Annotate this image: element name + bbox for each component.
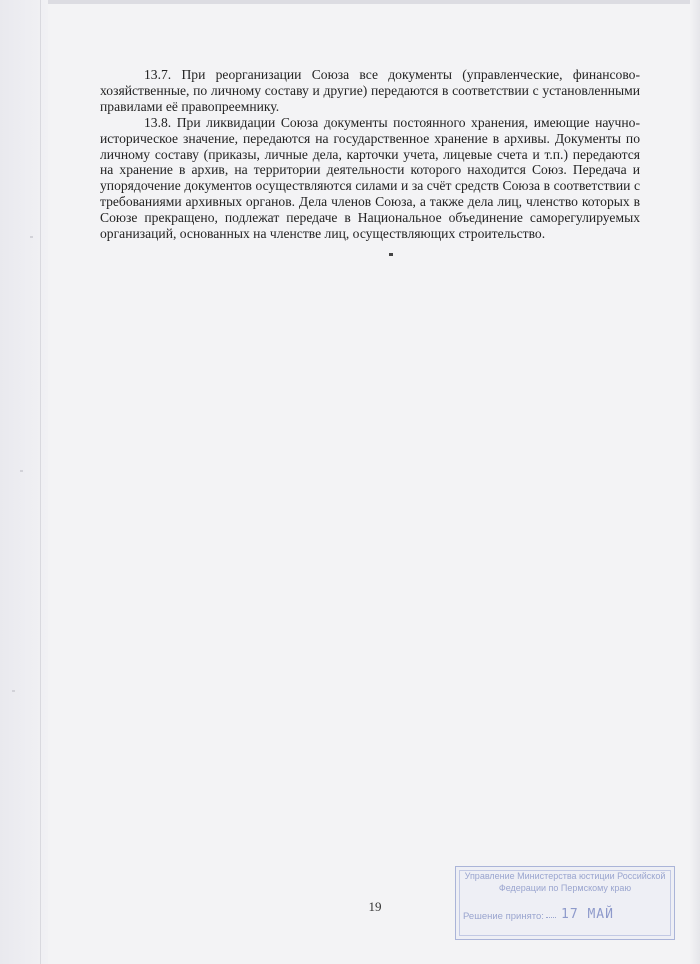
margin-speck	[30, 236, 33, 238]
stamp-authority-line2: Федерации по Пермскому краю	[498, 883, 632, 893]
stamp-authority-line1: Управление Министерства юстиции Российской	[464, 871, 666, 881]
stamp-date: 17 МАЙ	[561, 907, 614, 922]
page-top-edge	[0, 0, 700, 4]
registration-stamp	[455, 866, 675, 940]
margin-speck	[20, 470, 23, 472]
paragraph-13-7: 13.7. При реорганизации Союза все документы (управленческие, финансово-хозяйственные, по личному составу и другие) передаются в соответствии с установленными правилами её правопреемнику.	[100, 67, 640, 114]
margin-speck	[12, 690, 15, 692]
document-body	[100, 67, 640, 242]
binding-fold-line	[40, 0, 41, 964]
stamp-decision-label: Решение принято:	[463, 911, 544, 922]
ink-dot	[389, 253, 393, 256]
page-right-shadow	[690, 0, 700, 964]
paragraph-13-8: 13.8. При ликвидации Союза документы постоянного хранения, имеющие научно-историческое значение, передаются на государственное хранение в архивы. Документы по личному составу (приказы, личные дела, карточки учета, лицевые счета и т.п.) передаются на хранение в архив, на территории деятельности которого находится Союз. Передача и упорядочение документов осуществляются силами и за счёт средств Союза в соответствии с требованиями архивных органов. Дела членов Союза, а также дела лиц, членство которых в Союзе прекращено, подлежат передаче в Национальное объединение саморегулируемых организаций, основанных на членстве лиц, осуществляющих строительство.	[100, 114, 640, 242]
page-number: 19	[368, 899, 382, 914]
stamp-dotted-line	[546, 917, 556, 918]
